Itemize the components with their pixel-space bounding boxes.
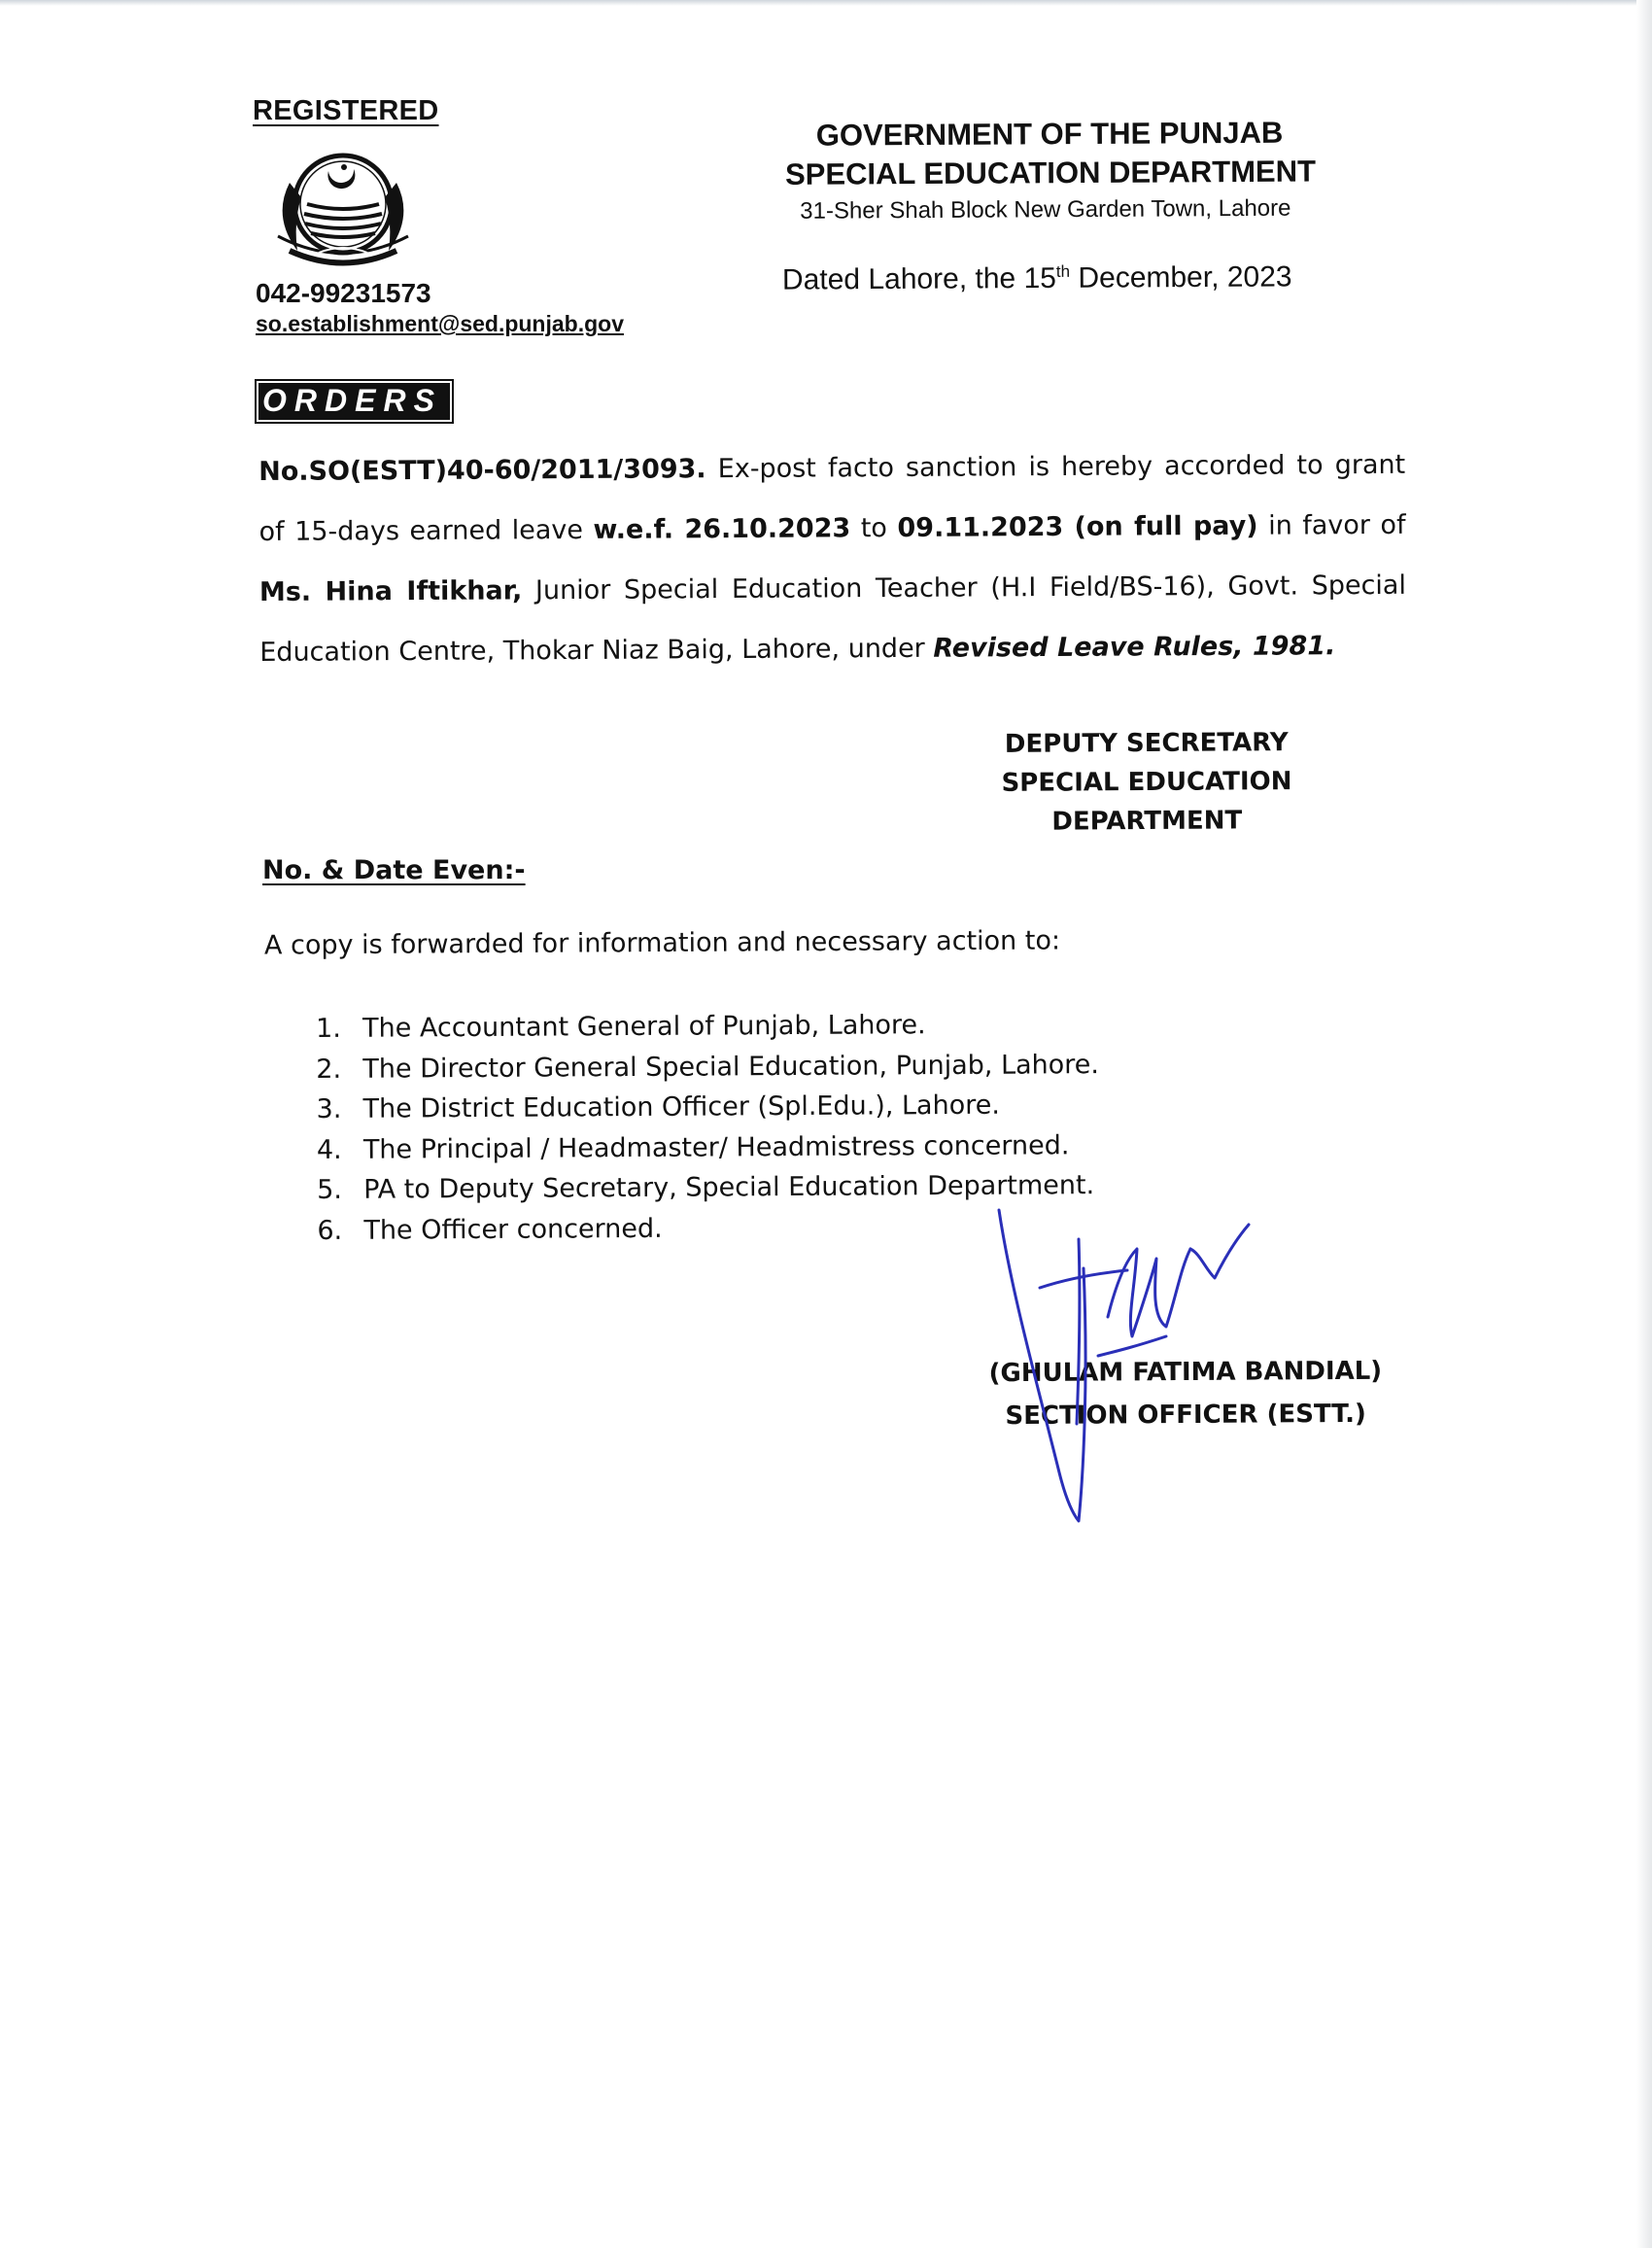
phone-number: 042-99231573 [256, 278, 431, 308]
body-text-3: Junior Special Education Teacher (H.I Field/BS-16), Govt. Special Education Centre, Thokar Niaz Baig, Lahore, under [259, 570, 1407, 668]
scan-right-edge [1636, 0, 1652, 2248]
list-item: 1. The Accountant General of Punjab, Lahore. [316, 1010, 926, 1044]
body-text-2: in favor of [1257, 509, 1406, 541]
employee-name: Ms. Hina Iftikhar, [258, 575, 523, 607]
body-text-1: Ex-post facto sanction is hereby accorded to grant of 15-days earned leave [258, 449, 1406, 547]
date-prefix: Dated Lahore, the 15 [781, 261, 1056, 296]
orders-heading: ORDERS [255, 379, 454, 424]
date-suffix: December, 2023 [1069, 260, 1292, 294]
registered-label: REGISTERED [253, 95, 439, 126]
handwritten-signature [981, 1181, 1302, 1531]
body-to: to [850, 512, 898, 544]
punjab-emblem-icon [260, 144, 426, 280]
deputy-line-2: SPECIAL EDUCATION [1001, 767, 1292, 798]
copy-forwarded-text: A copy is forwarded for information and necessary action to: [263, 925, 1061, 961]
list-item: 2. The Director General Special Education, Punjab, Lahore. [316, 1049, 1100, 1085]
scan-top-edge [0, 0, 1652, 6]
date-line [782, 260, 1292, 296]
deputy-line-1: DEPUTY SECRETARY [1004, 728, 1289, 759]
government-title: GOVERNMENT OF THE PUNJAB [815, 115, 1284, 153]
email-address: so.establishment@sed.punjab.gov [256, 311, 624, 336]
deputy-line-3: DEPARTMENT [1051, 806, 1243, 837]
signatory-designation: SECTION OFFICER (ESTT.) [1005, 1399, 1366, 1432]
list-item: 6. The Officer concerned. [317, 1213, 663, 1246]
letterhead [768, 115, 1400, 225]
reference-number: No.SO(ESTT)40-60/2011/3093. [258, 454, 706, 487]
leave-rules: Revised Leave Rules, 1981. [933, 631, 1336, 664]
list-item: 4. The Principal / Headmaster/ Headmistress concerned. [316, 1129, 1070, 1165]
list-item: 3. The District Education Officer (Spl.Edu.), Lahore. [316, 1089, 1000, 1124]
date-suffix-sup: th [1055, 261, 1071, 281]
department-address: 31-Sher Shah Block New Garden Town, Lahore [800, 194, 1291, 225]
department-title: SPECIAL EDUCATION DEPARTMENT [784, 154, 1317, 191]
number-date-even: No. & Date Even:- [262, 855, 526, 885]
deputy-secretary-block [981, 723, 1313, 842]
leave-start-date: w.e.f. 26.10.2023 [593, 513, 851, 545]
order-body [258, 435, 1406, 683]
signatory-name: (GHULAM FATIMA BANDIAL) [988, 1356, 1383, 1389]
leave-end-date: 09.11.2023 (on full pay) [897, 510, 1258, 543]
list-item: 5. PA to Deputy Secretary, Special Education Department. [317, 1170, 1095, 1205]
